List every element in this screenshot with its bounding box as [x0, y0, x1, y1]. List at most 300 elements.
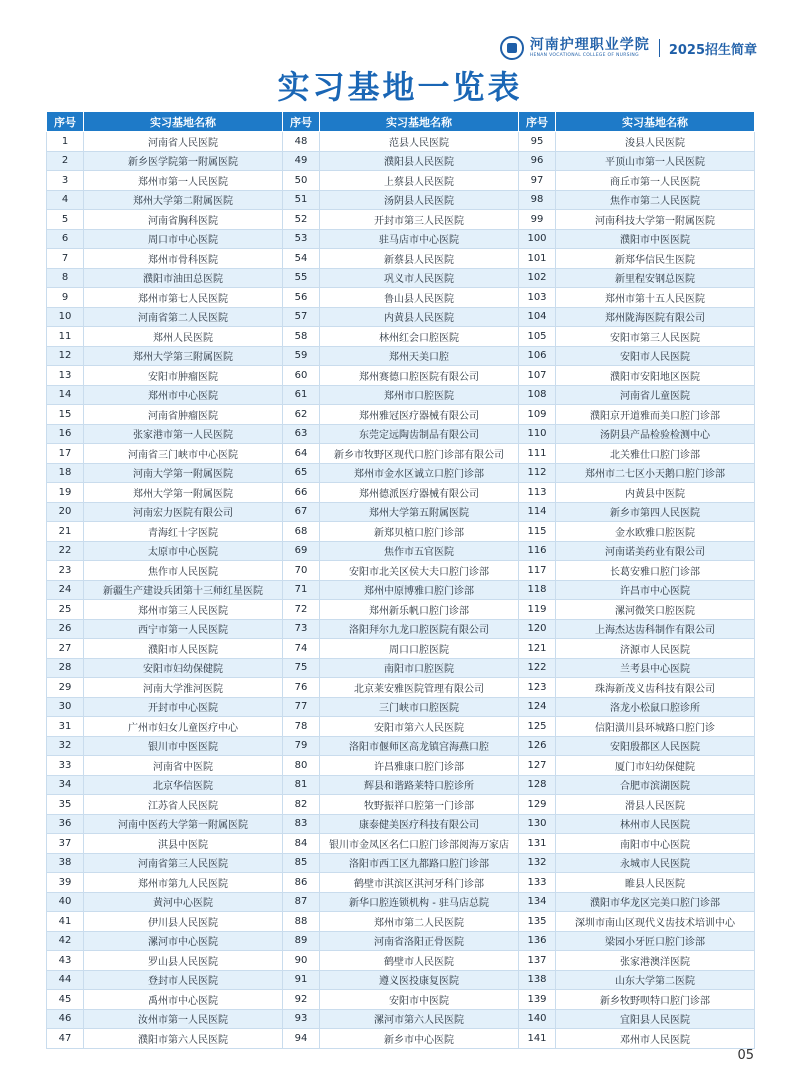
seq-cell: 62	[283, 405, 320, 425]
seq-cell: 55	[283, 268, 320, 288]
base-name-cell: 河南省第二人民医院	[84, 307, 283, 327]
base-name-cell: 兰考县中心医院	[556, 658, 755, 678]
base-name-cell: 新蔡县人民医院	[320, 249, 519, 269]
seq-cell: 112	[519, 463, 556, 483]
base-name-cell: 郑州市第二人民医院	[320, 912, 519, 932]
base-name-cell: 新郑贝植口腔门诊部	[320, 522, 519, 542]
seq-cell: 50	[283, 171, 320, 191]
seq-cell: 116	[519, 541, 556, 561]
base-name-cell: 河南省三门峡市中心医院	[84, 444, 283, 464]
base-name-cell: 河南科技大学第一附属医院	[556, 210, 755, 230]
seq-cell: 92	[283, 990, 320, 1010]
seq-cell: 91	[283, 970, 320, 990]
base-name-cell: 安阳市第三人民医院	[556, 327, 755, 347]
base-name-cell: 遵义医投康复医院	[320, 970, 519, 990]
base-name-cell: 商丘市第一人民医院	[556, 171, 755, 191]
seq-cell: 23	[47, 561, 84, 581]
base-name-cell: 上海杰达齿科制作有限公司	[556, 619, 755, 639]
base-name-cell: 内黄县中医院	[556, 483, 755, 503]
base-name-cell: 洛龙小松鼠口腔诊所	[556, 697, 755, 717]
seq-cell: 35	[47, 795, 84, 815]
base-name-cell: 洛阳市西工区九都路口腔门诊部	[320, 853, 519, 873]
seq-cell: 101	[519, 249, 556, 269]
base-name-cell: 西宁市第一人民医院	[84, 619, 283, 639]
base-name-cell: 濮阳县人民医院	[320, 151, 519, 171]
table-row	[47, 190, 755, 210]
column-header-name: 实习基地名称	[320, 112, 519, 132]
seq-cell: 98	[519, 190, 556, 210]
base-name-cell: 周口市中心医院	[84, 229, 283, 249]
table-row	[47, 756, 755, 776]
seq-cell: 81	[283, 775, 320, 795]
table-row	[47, 268, 755, 288]
base-name-cell: 河南诺美药业有限公司	[556, 541, 755, 561]
base-name-cell: 濮阳市安阳地区医院	[556, 366, 755, 386]
table-row	[47, 171, 755, 191]
base-name-cell: 郑州市第三人民医院	[84, 600, 283, 620]
table-header-row	[47, 112, 755, 132]
seq-cell: 105	[519, 327, 556, 347]
seq-cell: 132	[519, 853, 556, 873]
seq-cell: 59	[283, 346, 320, 366]
seq-cell: 52	[283, 210, 320, 230]
seq-cell: 67	[283, 502, 320, 522]
table-row	[47, 814, 755, 834]
base-name-cell: 长葛安雅口腔门诊部	[556, 561, 755, 581]
base-name-cell: 珠海新茂义齿科技有限公司	[556, 678, 755, 698]
seq-cell: 99	[519, 210, 556, 230]
base-name-cell: 内黄县人民医院	[320, 307, 519, 327]
seq-cell: 141	[519, 1029, 556, 1049]
seq-cell: 26	[47, 619, 84, 639]
base-name-cell: 范县人民医院	[320, 132, 519, 152]
table-row	[47, 697, 755, 717]
seq-cell: 63	[283, 424, 320, 444]
seq-cell: 71	[283, 580, 320, 600]
seq-cell: 37	[47, 834, 84, 854]
table-row	[47, 639, 755, 659]
seq-cell: 51	[283, 190, 320, 210]
school-name-en: HENAN VOCATIONAL COLLEGE OF NURSING	[529, 52, 639, 58]
table-row	[47, 151, 755, 171]
seq-cell: 108	[519, 385, 556, 405]
base-name-cell: 太原市中心医院	[84, 541, 283, 561]
seq-cell: 113	[519, 483, 556, 503]
base-name-cell: 新里程安钢总医院	[556, 268, 755, 288]
seq-cell: 10	[47, 307, 84, 327]
seq-cell: 125	[519, 717, 556, 737]
base-name-cell: 青海红十字医院	[84, 522, 283, 542]
base-name-cell: 郑州市第七人民医院	[84, 288, 283, 308]
base-name-cell: 郑州赛德口腔医院有限公司	[320, 366, 519, 386]
page-header	[500, 34, 757, 62]
column-header-seq: 序号	[47, 112, 84, 132]
seq-cell: 104	[519, 307, 556, 327]
seq-cell: 106	[519, 346, 556, 366]
seq-cell: 32	[47, 736, 84, 756]
seq-cell: 66	[283, 483, 320, 503]
seq-cell: 121	[519, 639, 556, 659]
base-name-cell: 张家港市第一人民医院	[84, 424, 283, 444]
table-row	[47, 990, 755, 1010]
column-header-seq: 序号	[519, 112, 556, 132]
base-name-cell: 漯河微笑口腔医院	[556, 600, 755, 620]
seq-cell: 87	[283, 892, 320, 912]
table-row	[47, 307, 755, 327]
seq-cell: 1	[47, 132, 84, 152]
base-name-cell: 康泰健美医疗科技有限公司	[320, 814, 519, 834]
base-name-cell: 汤阴县产品检验检测中心	[556, 424, 755, 444]
base-name-cell: 禹州市中心医院	[84, 990, 283, 1010]
base-name-cell: 郑州雅冠医疗器械有限公司	[320, 405, 519, 425]
school-logo-icon	[500, 36, 524, 60]
table-row	[47, 210, 755, 230]
base-name-cell: 南阳市口腔医院	[320, 658, 519, 678]
base-name-cell: 许昌市中心医院	[556, 580, 755, 600]
seq-cell: 41	[47, 912, 84, 932]
seq-cell: 115	[519, 522, 556, 542]
base-name-cell: 安阳市中医院	[320, 990, 519, 1010]
base-name-cell: 银川市金凤区名仁口腔门诊部阅海万家店	[320, 834, 519, 854]
seq-cell: 15	[47, 405, 84, 425]
base-name-cell: 上蔡县人民医院	[320, 171, 519, 191]
seq-cell: 119	[519, 600, 556, 620]
base-name-cell: 河南宏力医院有限公司	[84, 502, 283, 522]
base-name-cell: 厦门市妇幼保健院	[556, 756, 755, 776]
seq-cell: 57	[283, 307, 320, 327]
seq-cell: 7	[47, 249, 84, 269]
base-name-cell: 濮阳市第六人民医院	[84, 1029, 283, 1049]
table-row	[47, 970, 755, 990]
seq-cell: 49	[283, 151, 320, 171]
table-row	[47, 834, 755, 854]
seq-cell: 79	[283, 736, 320, 756]
base-name-cell: 汤阴县人民医院	[320, 190, 519, 210]
base-name-cell: 洛阳市偃师区高龙镇宫海燕口腔	[320, 736, 519, 756]
base-name-cell: 汝州市第一人民医院	[84, 1009, 283, 1029]
base-name-cell: 安阳市肿瘤医院	[84, 366, 283, 386]
base-name-cell: 山东大学第二医院	[556, 970, 755, 990]
seq-cell: 33	[47, 756, 84, 776]
seq-cell: 4	[47, 190, 84, 210]
base-name-cell: 伊川县人民医院	[84, 912, 283, 932]
base-name-cell: 郑州市骨科医院	[84, 249, 283, 269]
seq-cell: 46	[47, 1009, 84, 1029]
base-name-cell: 新乡牧野呗特口腔门诊部	[556, 990, 755, 1010]
table-row	[47, 463, 755, 483]
base-name-cell: 郑州市金水区诚立口腔门诊部	[320, 463, 519, 483]
seq-cell: 103	[519, 288, 556, 308]
base-name-cell: 新乡市中心医院	[320, 1029, 519, 1049]
table-row	[47, 736, 755, 756]
base-name-cell: 张家港澳洋医院	[556, 951, 755, 971]
table-row	[47, 444, 755, 464]
base-name-cell: 濮阳市华龙区完美口腔门诊部	[556, 892, 755, 912]
seq-cell: 74	[283, 639, 320, 659]
base-name-cell: 河南省中医院	[84, 756, 283, 776]
base-name-cell: 新乡市牧野区现代口腔门诊部有限公司	[320, 444, 519, 464]
table-row	[47, 678, 755, 698]
seq-cell: 27	[47, 639, 84, 659]
seq-cell: 123	[519, 678, 556, 698]
seq-cell: 54	[283, 249, 320, 269]
seq-cell: 124	[519, 697, 556, 717]
seq-cell: 73	[283, 619, 320, 639]
seq-cell: 96	[519, 151, 556, 171]
base-name-cell: 濮阳市中医医院	[556, 229, 755, 249]
base-name-cell: 广州市妇女儿童医疗中心	[84, 717, 283, 737]
seq-cell: 42	[47, 931, 84, 951]
base-name-cell: 鹤壁市淇滨区淇河牙科门诊部	[320, 873, 519, 893]
seq-cell: 60	[283, 366, 320, 386]
base-name-cell: 河南省洛阳正骨医院	[320, 931, 519, 951]
seq-cell: 24	[47, 580, 84, 600]
seq-cell: 86	[283, 873, 320, 893]
base-name-cell: 河南省人民医院	[84, 132, 283, 152]
base-name-cell: 焦作市第二人民医院	[556, 190, 755, 210]
base-name-cell: 郑州市第一人民医院	[84, 171, 283, 191]
base-name-cell: 郑州大学第一附属医院	[84, 483, 283, 503]
base-name-cell: 安阳市人民医院	[556, 346, 755, 366]
base-name-cell: 新华口腔连锁机构 - 驻马店总院	[320, 892, 519, 912]
seq-cell: 48	[283, 132, 320, 152]
base-name-cell: 濮阳京开道雅而美口腔门诊部	[556, 405, 755, 425]
base-name-cell: 河南省肿瘤医院	[84, 405, 283, 425]
seq-cell: 120	[519, 619, 556, 639]
seq-cell: 61	[283, 385, 320, 405]
seq-cell: 70	[283, 561, 320, 581]
base-name-cell: 驻马店市中心医院	[320, 229, 519, 249]
seq-cell: 140	[519, 1009, 556, 1029]
table-row	[47, 366, 755, 386]
base-name-cell: 河南省胸科医院	[84, 210, 283, 230]
table-row	[47, 346, 755, 366]
seq-cell: 64	[283, 444, 320, 464]
column-header-name: 实习基地名称	[84, 112, 283, 132]
base-name-cell: 睢县人民医院	[556, 873, 755, 893]
table-row	[47, 249, 755, 269]
base-name-cell: 郑州新乐帆口腔门诊部	[320, 600, 519, 620]
base-name-cell: 北关雅仕口腔门诊部	[556, 444, 755, 464]
base-name-cell: 滑县人民医院	[556, 795, 755, 815]
table-row	[47, 327, 755, 347]
base-name-cell: 濮阳市油田总医院	[84, 268, 283, 288]
seq-cell: 136	[519, 931, 556, 951]
base-name-cell: 永城市人民医院	[556, 853, 755, 873]
seq-cell: 126	[519, 736, 556, 756]
seq-cell: 107	[519, 366, 556, 386]
seq-cell: 65	[283, 463, 320, 483]
table-row	[47, 931, 755, 951]
seq-cell: 75	[283, 658, 320, 678]
seq-cell: 39	[47, 873, 84, 893]
base-name-cell: 安阳市第六人民医院	[320, 717, 519, 737]
seq-cell: 95	[519, 132, 556, 152]
table-row	[47, 873, 755, 893]
seq-cell: 19	[47, 483, 84, 503]
base-name-cell: 河南省第三人民医院	[84, 853, 283, 873]
base-name-cell: 漯河市第六人民医院	[320, 1009, 519, 1029]
base-name-cell: 宜阳县人民医院	[556, 1009, 755, 1029]
seq-cell: 14	[47, 385, 84, 405]
base-name-cell: 金水欧雅口腔医院	[556, 522, 755, 542]
column-header-name: 实习基地名称	[556, 112, 755, 132]
table-row	[47, 853, 755, 873]
base-name-cell: 郑州大学第二附属医院	[84, 190, 283, 210]
base-name-cell: 郑州市第九人民医院	[84, 873, 283, 893]
seq-cell: 94	[283, 1029, 320, 1049]
table-row	[47, 1029, 755, 1049]
seq-cell: 137	[519, 951, 556, 971]
table-body	[47, 132, 755, 1049]
base-name-cell: 江苏省人民医院	[84, 795, 283, 815]
base-name-cell: 郑州人民医院	[84, 327, 283, 347]
base-name-cell: 河南大学淮河医院	[84, 678, 283, 698]
seq-cell: 110	[519, 424, 556, 444]
seq-cell: 43	[47, 951, 84, 971]
seq-cell: 72	[283, 600, 320, 620]
seq-cell: 78	[283, 717, 320, 737]
school-name: 河南护理职业学院	[529, 36, 650, 53]
header-divider	[659, 39, 660, 57]
seq-cell: 102	[519, 268, 556, 288]
base-name-cell: 浚县人民医院	[556, 132, 755, 152]
seq-cell: 83	[283, 814, 320, 834]
seq-cell: 11	[47, 327, 84, 347]
base-name-cell: 郑州大学第五附属医院	[320, 502, 519, 522]
seq-cell: 25	[47, 600, 84, 620]
base-name-cell: 新乡医学院第一附属医院	[84, 151, 283, 171]
base-name-cell: 淇县中医院	[84, 834, 283, 854]
table-row	[47, 132, 755, 152]
seq-cell: 134	[519, 892, 556, 912]
seq-cell: 114	[519, 502, 556, 522]
base-name-cell: 鹤壁市人民医院	[320, 951, 519, 971]
base-name-cell: 安阳市北关区侯大夫口腔门诊部	[320, 561, 519, 581]
table-row	[47, 385, 755, 405]
seq-cell: 6	[47, 229, 84, 249]
base-name-cell: 合肥市滨湖医院	[556, 775, 755, 795]
seq-cell: 22	[47, 541, 84, 561]
seq-cell: 133	[519, 873, 556, 893]
seq-cell: 77	[283, 697, 320, 717]
seq-cell: 58	[283, 327, 320, 347]
seq-cell: 80	[283, 756, 320, 776]
seq-cell: 13	[47, 366, 84, 386]
seq-cell: 9	[47, 288, 84, 308]
base-name-cell: 平顶山市第一人民医院	[556, 151, 755, 171]
base-name-cell: 东莞定远陶齿制品有限公司	[320, 424, 519, 444]
base-name-cell: 开封市中心医院	[84, 697, 283, 717]
base-name-cell: 梁园小牙匠口腔门诊部	[556, 931, 755, 951]
base-name-cell: 郑州中原博雅口腔门诊部	[320, 580, 519, 600]
seq-cell: 84	[283, 834, 320, 854]
seq-cell: 111	[519, 444, 556, 464]
base-name-cell: 三门峡市口腔医院	[320, 697, 519, 717]
base-name-cell: 安阳市妇幼保健院	[84, 658, 283, 678]
base-name-cell: 北京华信医院	[84, 775, 283, 795]
base-name-cell: 郑州市中心医院	[84, 385, 283, 405]
seq-cell: 88	[283, 912, 320, 932]
seq-cell: 93	[283, 1009, 320, 1029]
base-name-cell: 信阳潢川县环城路口腔门诊	[556, 717, 755, 737]
table-row	[47, 1009, 755, 1029]
seq-cell: 56	[283, 288, 320, 308]
base-name-cell: 郑州市二七区小天鹅口腔门诊部	[556, 463, 755, 483]
seq-cell: 18	[47, 463, 84, 483]
table-row	[47, 502, 755, 522]
base-name-cell: 林州红会口腔医院	[320, 327, 519, 347]
seq-cell: 128	[519, 775, 556, 795]
school-brand	[530, 38, 650, 59]
base-name-cell: 南阳市中心医院	[556, 834, 755, 854]
base-name-cell: 开封市第三人民医院	[320, 210, 519, 230]
column-header-seq: 序号	[283, 112, 320, 132]
seq-cell: 139	[519, 990, 556, 1010]
seq-cell: 20	[47, 502, 84, 522]
base-name-cell: 林州市人民医院	[556, 814, 755, 834]
seq-cell: 8	[47, 268, 84, 288]
table-row	[47, 405, 755, 425]
table-row	[47, 288, 755, 308]
seq-cell: 122	[519, 658, 556, 678]
base-name-cell: 深圳市南山区现代义齿技术培训中心	[556, 912, 755, 932]
table-row	[47, 658, 755, 678]
seq-cell: 69	[283, 541, 320, 561]
base-name-cell: 郑州市第十五人民医院	[556, 288, 755, 308]
seq-cell: 97	[519, 171, 556, 191]
base-name-cell: 濮阳市人民医院	[84, 639, 283, 659]
base-name-cell: 罗山县人民医院	[84, 951, 283, 971]
base-name-cell: 郑州大学第三附属医院	[84, 346, 283, 366]
base-name-cell: 郑州陇海医院有限公司	[556, 307, 755, 327]
base-name-cell: 许昌雅康口腔门诊部	[320, 756, 519, 776]
base-name-cell: 河南大学第一附属医院	[84, 463, 283, 483]
table-row	[47, 483, 755, 503]
table-row	[47, 912, 755, 932]
base-name-cell: 鲁山县人民医院	[320, 288, 519, 308]
seq-cell: 45	[47, 990, 84, 1010]
table-row	[47, 561, 755, 581]
table-row	[47, 892, 755, 912]
seq-cell: 28	[47, 658, 84, 678]
seq-cell: 68	[283, 522, 320, 542]
seq-cell: 89	[283, 931, 320, 951]
seq-cell: 135	[519, 912, 556, 932]
seq-cell: 34	[47, 775, 84, 795]
seq-cell: 17	[47, 444, 84, 464]
seq-cell: 3	[47, 171, 84, 191]
seq-cell: 118	[519, 580, 556, 600]
page-number: 05	[737, 1048, 754, 1063]
base-name-cell: 辉县和谐路莱特口腔诊所	[320, 775, 519, 795]
base-name-cell: 河南中医药大学第一附属医院	[84, 814, 283, 834]
base-name-cell: 周口口腔医院	[320, 639, 519, 659]
table-row	[47, 795, 755, 815]
seq-cell: 129	[519, 795, 556, 815]
seq-cell: 85	[283, 853, 320, 873]
base-name-cell: 郑州天美口腔	[320, 346, 519, 366]
base-name-cell: 邓州市人民医院	[556, 1029, 755, 1049]
seq-cell: 16	[47, 424, 84, 444]
base-name-cell: 焦作市人民医院	[84, 561, 283, 581]
table-row	[47, 424, 755, 444]
base-name-cell: 巩义市人民医院	[320, 268, 519, 288]
seq-cell: 38	[47, 853, 84, 873]
seq-cell: 138	[519, 970, 556, 990]
table-row	[47, 951, 755, 971]
base-name-cell: 新乡市第四人民医院	[556, 502, 755, 522]
